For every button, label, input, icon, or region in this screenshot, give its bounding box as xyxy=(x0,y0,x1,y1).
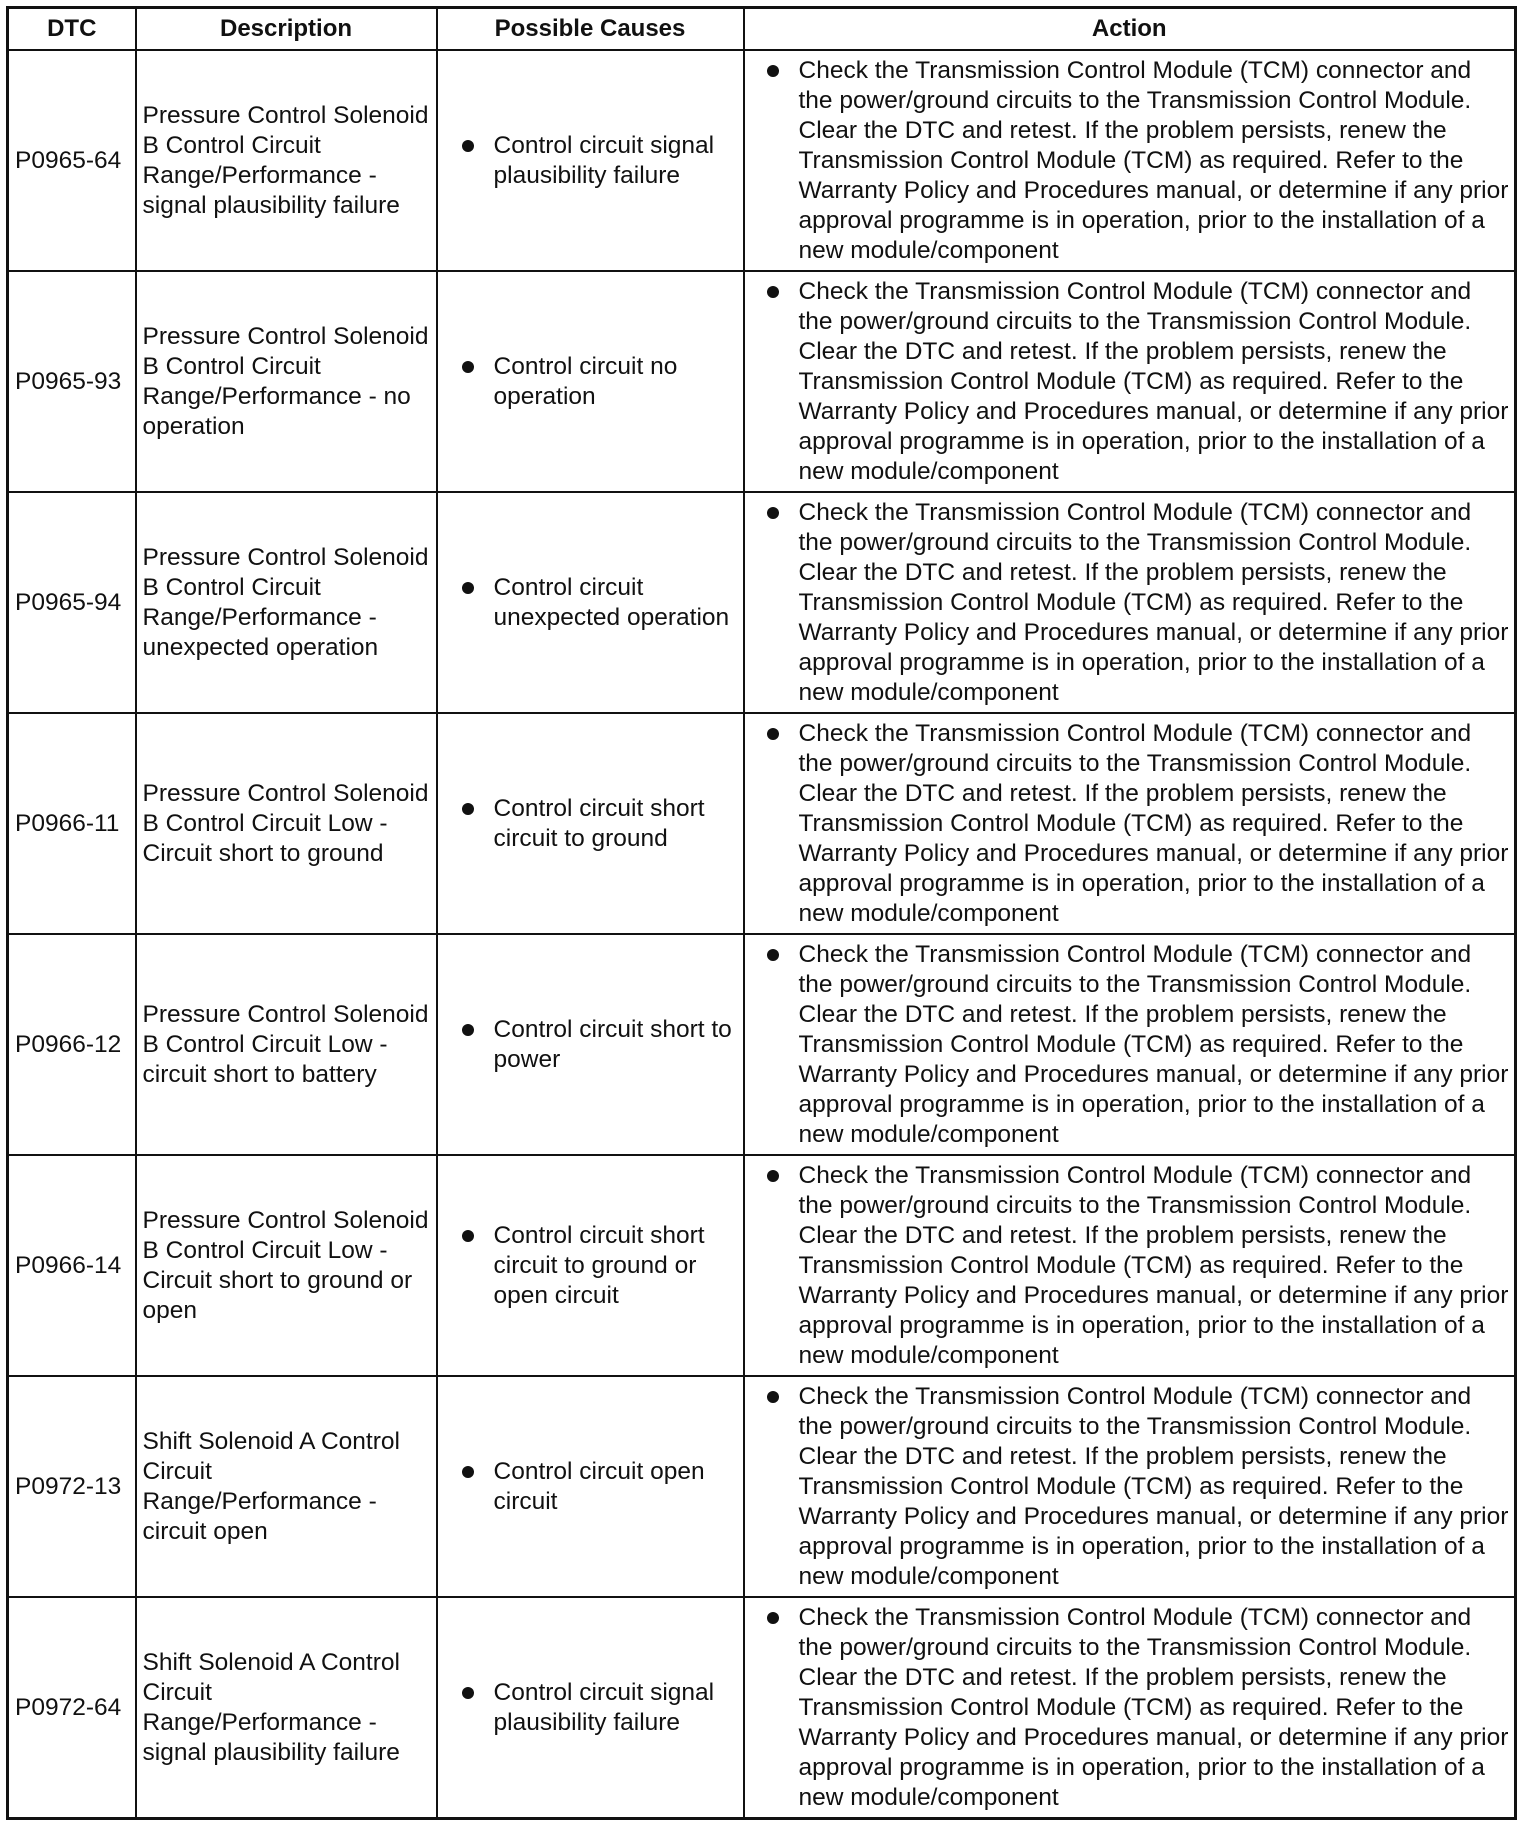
action-cell xyxy=(744,50,1516,271)
bullet-icon xyxy=(462,803,474,815)
bullet-icon xyxy=(767,1612,779,1624)
header-row xyxy=(8,8,1516,51)
table-row xyxy=(8,1597,1516,1819)
action-text: Check the Transmission Control Module (TCM) connector and the power/ground circuits to the Transmission Control Module. Clear the DTC and retest. If the problem persists, renew the Transmission Control Module (TCM) as required. Refer to the Warranty Policy and Procedures manual, or determine if any prior approval programme is in operation, prior to the installation of a new module/component xyxy=(798,56,1509,264)
dtc-code: P0966-14 xyxy=(8,1155,136,1376)
dtc-description: Pressure Control Solenoid B Control Circuit Range/Performance - signal plausibility failure xyxy=(136,50,437,271)
table-row xyxy=(8,50,1516,271)
bullet-icon xyxy=(462,1024,474,1036)
possible-cause: Control circuit unexpected operation xyxy=(493,573,730,631)
header-description: Description xyxy=(136,8,437,51)
action-cell xyxy=(744,934,1516,1155)
table-row xyxy=(8,1376,1516,1597)
table-row xyxy=(8,1155,1516,1376)
action-cell xyxy=(744,1376,1516,1597)
dtc-description: Pressure Control Solenoid B Control Circuit Low - Circuit short to ground xyxy=(136,713,437,934)
possible-cause-cell xyxy=(437,1597,744,1819)
bullet-icon xyxy=(767,949,779,961)
bullet-icon xyxy=(767,1391,779,1403)
possible-cause: Control circuit short circuit to ground or open circuit xyxy=(493,1221,705,1309)
bullet-icon xyxy=(462,1230,474,1242)
dtc-description: Shift Solenoid A Control Circuit Range/Performance - signal plausibility failure xyxy=(136,1597,437,1819)
action-text: Check the Transmission Control Module (TCM) connector and the power/ground circuits to the Transmission Control Module. Clear the DTC and retest. If the problem persists, renew the Transmission Control Module (TCM) as required. Refer to the Warranty Policy and Procedures manual, or determine if any prior approval programme is in operation, prior to the installation of a new module/component xyxy=(798,498,1509,706)
action-cell xyxy=(744,713,1516,934)
dtc-description: Pressure Control Solenoid B Control Circuit Range/Performance - no operation xyxy=(136,271,437,492)
dtc-code: P0965-94 xyxy=(8,492,136,713)
action-cell xyxy=(744,271,1516,492)
dtc-code: P0965-64 xyxy=(8,50,136,271)
possible-cause: Control circuit short circuit to ground xyxy=(493,794,705,852)
bullet-icon xyxy=(462,582,474,594)
possible-cause: Control circuit signal plausibility failure xyxy=(493,1678,715,1736)
bullet-icon xyxy=(767,286,779,298)
action-text: Check the Transmission Control Module (TCM) connector and the power/ground circuits to the Transmission Control Module. Clear the DTC and retest. If the problem persists, renew the Transmission Control Module (TCM) as required. Refer to the Warranty Policy and Procedures manual, or determine if any prior approval programme is in operation, prior to the installation of a new module/component xyxy=(798,1161,1509,1369)
possible-cause: Control circuit signal plausibility failure xyxy=(493,131,715,189)
bullet-icon xyxy=(767,507,779,519)
dtc-description: Pressure Control Solenoid B Control Circuit Range/Performance - unexpected operation xyxy=(136,492,437,713)
dtc-code: P0966-11 xyxy=(8,713,136,934)
header-possible-causes: Possible Causes xyxy=(437,8,744,51)
action-text: Check the Transmission Control Module (TCM) connector and the power/ground circuits to the Transmission Control Module. Clear the DTC and retest. If the problem persists, renew the Transmission Control Module (TCM) as required. Refer to the Warranty Policy and Procedures manual, or determine if any prior approval programme is in operation, prior to the installation of a new module/component xyxy=(798,1603,1509,1811)
dtc-code: P0972-64 xyxy=(8,1597,136,1819)
possible-cause-cell xyxy=(437,492,744,713)
dtc-code: P0972-13 xyxy=(8,1376,136,1597)
action-text: Check the Transmission Control Module (TCM) connector and the power/ground circuits to the Transmission Control Module. Clear the DTC and retest. If the problem persists, renew the Transmission Control Module (TCM) as required. Refer to the Warranty Policy and Procedures manual, or determine if any prior approval programme is in operation, prior to the installation of a new module/component xyxy=(798,940,1509,1148)
possible-cause-cell xyxy=(437,271,744,492)
bullet-icon xyxy=(462,1466,474,1478)
bullet-icon xyxy=(462,361,474,373)
table-row xyxy=(8,713,1516,934)
action-cell xyxy=(744,1597,1516,1819)
header-action: Action xyxy=(744,8,1516,51)
possible-cause-cell xyxy=(437,713,744,934)
action-text: Check the Transmission Control Module (TCM) connector and the power/ground circuits to the Transmission Control Module. Clear the DTC and retest. If the problem persists, renew the Transmission Control Module (TCM) as required. Refer to the Warranty Policy and Procedures manual, or determine if any prior approval programme is in operation, prior to the installation of a new module/component xyxy=(798,277,1509,485)
possible-cause-cell xyxy=(437,1376,744,1597)
action-text: Check the Transmission Control Module (TCM) connector and the power/ground circuits to the Transmission Control Module. Clear the DTC and retest. If the problem persists, renew the Transmission Control Module (TCM) as required. Refer to the Warranty Policy and Procedures manual, or determine if any prior approval programme is in operation, prior to the installation of a new module/component xyxy=(798,719,1509,927)
table-row xyxy=(8,492,1516,713)
action-text: Check the Transmission Control Module (TCM) connector and the power/ground circuits to the Transmission Control Module. Clear the DTC and retest. If the problem persists, renew the Transmission Control Module (TCM) as required. Refer to the Warranty Policy and Procedures manual, or determine if any prior approval programme is in operation, prior to the installation of a new module/component xyxy=(798,1382,1509,1590)
bullet-icon xyxy=(767,65,779,77)
possible-cause: Control circuit open circuit xyxy=(493,1457,705,1515)
action-cell xyxy=(744,1155,1516,1376)
possible-cause-cell xyxy=(437,50,744,271)
possible-cause: Control circuit short to power xyxy=(493,1015,732,1073)
table-row xyxy=(8,271,1516,492)
possible-cause: Control circuit no operation xyxy=(493,352,678,410)
possible-cause-cell xyxy=(437,934,744,1155)
dtc-description: Shift Solenoid A Control Circuit Range/Performance - circuit open xyxy=(136,1376,437,1597)
table-row xyxy=(8,934,1516,1155)
action-cell xyxy=(744,492,1516,713)
dtc-description: Pressure Control Solenoid B Control Circuit Low - circuit short to battery xyxy=(136,934,437,1155)
bullet-icon xyxy=(767,1170,779,1182)
dtc-code: P0965-93 xyxy=(8,271,136,492)
dtc-description: Pressure Control Solenoid B Control Circuit Low - Circuit short to ground or open xyxy=(136,1155,437,1376)
bullet-icon xyxy=(767,728,779,740)
possible-cause-cell xyxy=(437,1155,744,1376)
bullet-icon xyxy=(462,140,474,152)
dtc-code: P0966-12 xyxy=(8,934,136,1155)
dtc-table xyxy=(6,6,1517,1820)
bullet-icon xyxy=(462,1687,474,1699)
header-dtc: DTC xyxy=(8,8,136,51)
